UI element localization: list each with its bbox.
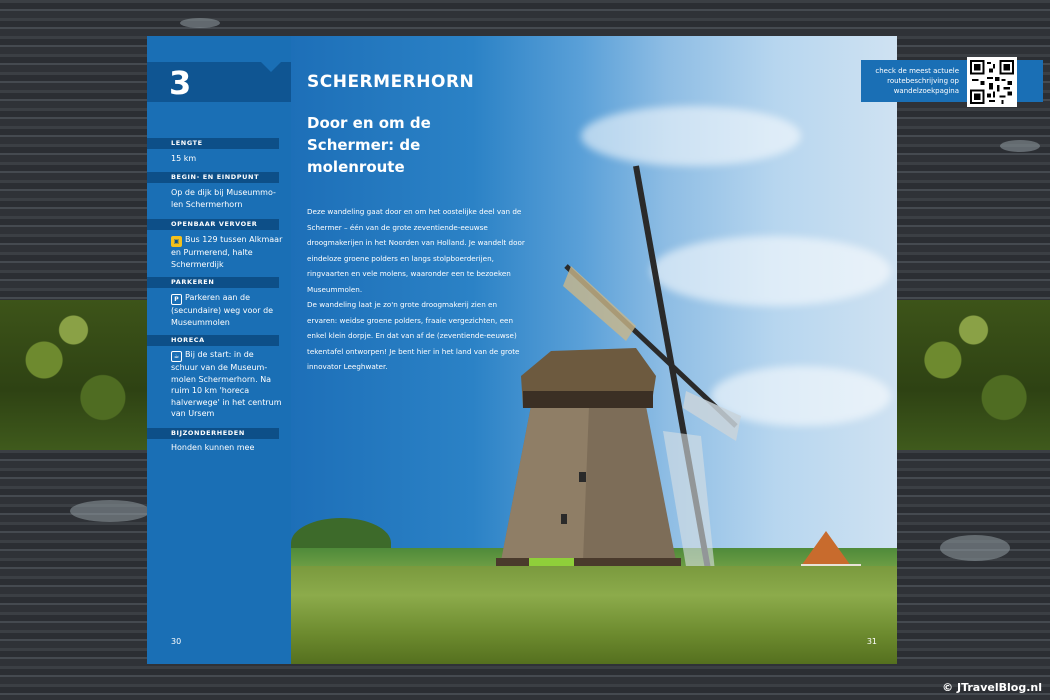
qr-caption: check de meest actuele routebeschrijving op wandelzoekpagina	[875, 67, 959, 95]
info-value-start: Op de dijk bij Museummo-len Schermerhorn	[171, 188, 276, 209]
hedge-left	[0, 300, 147, 450]
info-value-parkeren	[171, 292, 283, 328]
info-label-horeca: HORECA	[147, 335, 279, 346]
parking-icon: P	[171, 294, 182, 305]
description-paragraph: De wandeling laat je zo'n grote droogmakerij zien en ervaren: weidse groene polders, fraaie vergezichten, een enkel klein dorpje. En dat van af de (zeventiende-eeuwse) tekentafel ontworpen! Je bent hier in het land van de grote innovator Leeghwater.	[307, 300, 520, 371]
guide-book-spread	[147, 36, 959, 664]
route-description	[307, 204, 529, 375]
info-label-parkeren: PARKEREN	[147, 277, 279, 288]
info-value-parkeren-text: Parkeren aan de (secundaire) weg voor de Museummolen	[171, 293, 274, 327]
route-number: 3	[169, 64, 192, 102]
lichen-spot	[180, 18, 220, 28]
qr-code-icon[interactable]	[967, 57, 1017, 107]
lichen-spot	[70, 500, 150, 522]
info-value-horeca-text: Bij de start: in de schuur van de Museum-molen Schermerhorn. Na ruim 10 km 'horeca halverwege' in het centrum van Ursem	[171, 350, 282, 418]
info-value-lengte: 15 km	[171, 154, 197, 163]
grass-foreground	[291, 566, 897, 664]
info-sidebar	[147, 36, 291, 664]
info-value-transport-text: Bus 129 tussen Alkmaar en Purmerend, halte Schermerdijk	[171, 235, 283, 269]
watermark-credit: © JTravelBlog.nl	[942, 681, 1042, 694]
lichen-spot	[940, 535, 1010, 561]
windmill-photo	[291, 36, 959, 664]
lichen-spot	[1000, 140, 1040, 152]
info-value-horeca	[171, 349, 283, 420]
info-label-transport: OPENBAAR VERVOER	[147, 219, 279, 230]
info-label-bijzonderheden: BIJZONDERHEDEN	[147, 428, 279, 439]
coffee-cup-icon: ☕	[171, 351, 182, 362]
description-paragraph: Deze wandeling gaat door en om het oostelijke deel van de Schermer – één van de grote zeventiende-eeuwse droogmakerijen in het Noorden van Holland. Je wandelt door eindeloze groene polders en langs stolpboerderijen, ringvaarten en vele molens, waaronder een te bezoeken Museummolen.	[307, 207, 525, 294]
hedge-right	[897, 300, 1050, 450]
page-number-right: 31	[866, 637, 877, 646]
tab-notch	[261, 62, 281, 72]
page-number-left: 30	[171, 637, 182, 646]
info-label-start: BEGIN- EN EINDPUNT	[147, 172, 279, 183]
info-label-lengte: LENGTE	[147, 138, 279, 149]
route-title: SCHERMERHORN	[307, 72, 475, 92]
route-subtitle: Door en om de Schermer: de molenroute	[307, 114, 431, 176]
info-value-bijzonderheden: Honden kunnen mee	[171, 443, 255, 452]
bus-icon: ▣	[171, 236, 182, 247]
info-value-transport	[171, 234, 283, 270]
